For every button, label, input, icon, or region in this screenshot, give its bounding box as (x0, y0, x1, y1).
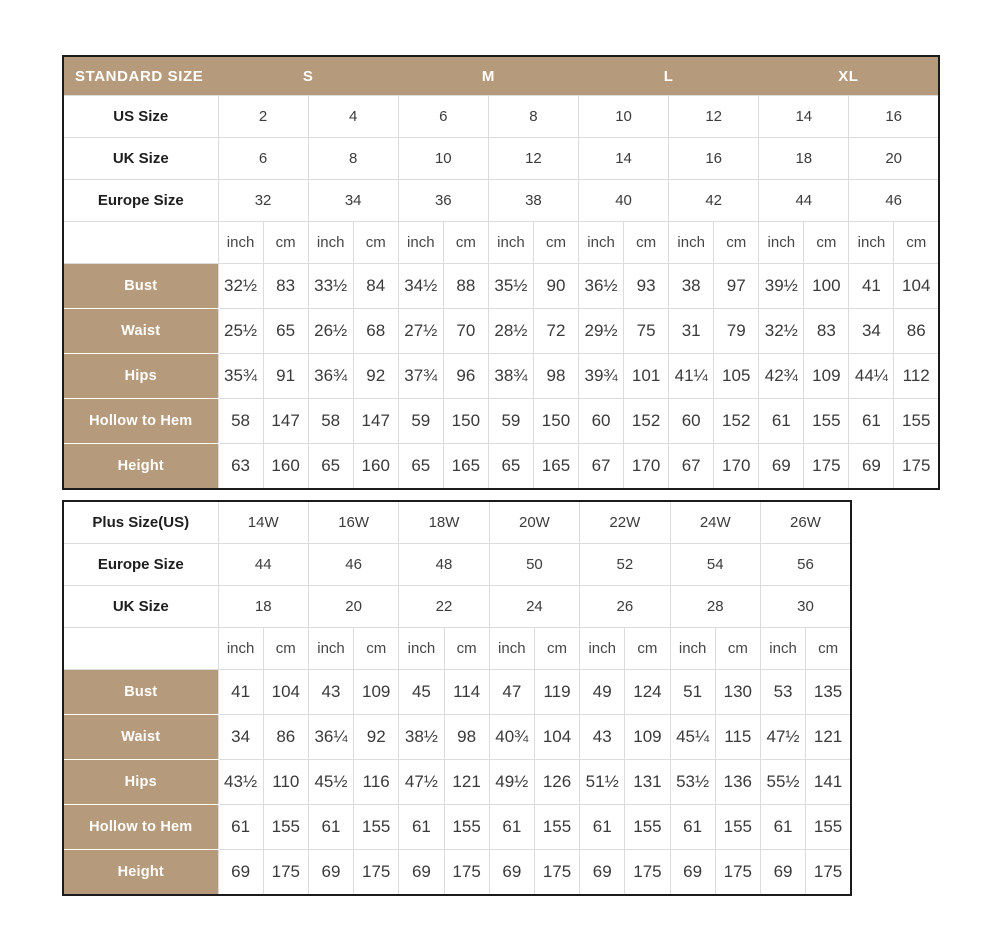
measurement-value-cell: 86 (263, 715, 308, 760)
size-group-header: XL (759, 56, 939, 96)
measurement-row (63, 444, 939, 490)
measurement-value-cell: 36½ (579, 264, 624, 309)
size-value-cell: 46 (308, 544, 398, 586)
measurement-value-cell: 155 (534, 805, 579, 850)
measurement-value-cell: 26½ (308, 309, 353, 354)
size-value-cell: 28 (670, 586, 760, 628)
measurement-value-cell: 32½ (759, 309, 804, 354)
unit-label-cell: inch (760, 628, 805, 670)
size-conversion-row (63, 501, 851, 544)
measurement-value-cell: 69 (580, 850, 625, 896)
measurement-value-cell: 63 (218, 444, 263, 490)
measurement-value-cell: 124 (625, 670, 670, 715)
size-value-cell: 48 (399, 544, 489, 586)
unit-label-cell: inch (670, 628, 715, 670)
measurement-value-cell: 109 (625, 715, 670, 760)
measurement-row (63, 354, 939, 399)
measurement-value-cell: 109 (804, 354, 849, 399)
size-value-cell: 44 (759, 180, 849, 222)
size-value-cell: 12 (669, 96, 759, 138)
measurement-value-cell: 155 (625, 805, 670, 850)
corner-cell (63, 222, 218, 264)
unit-label-cell: cm (444, 628, 489, 670)
measurement-value-cell: 155 (354, 805, 399, 850)
measurement-value-cell: 45¼ (670, 715, 715, 760)
unit-label-cell: inch (489, 628, 534, 670)
measurement-value-cell: 147 (353, 399, 398, 444)
measurement-value-cell: 31 (669, 309, 714, 354)
measurement-value-cell: 97 (714, 264, 759, 309)
size-value-cell: 24 (489, 586, 579, 628)
unit-label-cell: cm (353, 222, 398, 264)
unit-label-cell: cm (804, 222, 849, 264)
measurement-value-cell: 79 (714, 309, 759, 354)
measurement-row (63, 805, 851, 850)
measurement-value-cell: 155 (715, 805, 760, 850)
measurement-label: Hips (63, 354, 218, 399)
measurement-value-cell: 51 (670, 670, 715, 715)
measurement-value-cell: 136 (715, 760, 760, 805)
unit-label-cell: inch (849, 222, 894, 264)
size-value-cell: 20W (489, 501, 579, 544)
measurement-value-cell: 61 (580, 805, 625, 850)
measurement-value-cell: 69 (308, 850, 353, 896)
measurement-value-cell: 88 (443, 264, 488, 309)
measurement-value-cell: 84 (353, 264, 398, 309)
unit-label-cell: cm (533, 222, 578, 264)
measurement-value-cell: 93 (624, 264, 669, 309)
measurement-value-cell: 36¼ (308, 715, 353, 760)
measurement-label: Waist (63, 715, 218, 760)
measurement-value-cell: 34½ (398, 264, 443, 309)
measurement-value-cell: 86 (894, 309, 939, 354)
size-value-cell: 22 (399, 586, 489, 628)
measurement-value-cell: 175 (894, 444, 939, 490)
measurement-value-cell: 98 (444, 715, 489, 760)
measurement-value-cell: 28½ (488, 309, 533, 354)
measurement-value-cell: 112 (894, 354, 939, 399)
measurement-label: Hollow to Hem (63, 805, 218, 850)
measurement-value-cell: 69 (760, 850, 805, 896)
unit-label-cell: cm (894, 222, 939, 264)
measurement-value-cell: 141 (806, 760, 851, 805)
measurement-value-cell: 175 (534, 850, 579, 896)
measurement-value-cell: 175 (354, 850, 399, 896)
measurement-value-cell: 165 (533, 444, 578, 490)
size-value-cell: 10 (398, 138, 488, 180)
measurement-value-cell: 65 (263, 309, 308, 354)
measurement-value-cell: 69 (670, 850, 715, 896)
size-value-cell: 34 (308, 180, 398, 222)
measurement-row (63, 670, 851, 715)
measurement-value-cell: 53½ (670, 760, 715, 805)
measurement-value-cell: 115 (715, 715, 760, 760)
size-value-cell: 8 (308, 138, 398, 180)
measurement-row (63, 715, 851, 760)
measurement-value-cell: 43 (308, 670, 353, 715)
measurement-value-cell: 69 (759, 444, 804, 490)
measurement-value-cell: 25½ (218, 309, 263, 354)
size-value-cell: 12 (488, 138, 578, 180)
unit-label-cell: cm (624, 222, 669, 264)
measurement-value-cell: 175 (715, 850, 760, 896)
measurement-value-cell: 105 (714, 354, 759, 399)
size-value-cell: 10 (579, 96, 669, 138)
measurement-value-cell: 38½ (399, 715, 444, 760)
measurement-value-cell: 65 (308, 444, 353, 490)
measurement-value-cell: 43½ (218, 760, 263, 805)
measurement-value-cell: 34 (218, 715, 263, 760)
measurement-value-cell: 61 (670, 805, 715, 850)
measurement-value-cell: 36¾ (308, 354, 353, 399)
measurement-value-cell: 75 (624, 309, 669, 354)
measurement-label: Waist (63, 309, 218, 354)
unit-label-cell: cm (263, 222, 308, 264)
measurement-value-cell: 59 (398, 399, 443, 444)
unit-label-cell: inch (579, 222, 624, 264)
measurement-value-cell: 69 (399, 850, 444, 896)
row-label: Plus Size(US) (63, 501, 218, 544)
size-value-cell: 14 (759, 96, 849, 138)
measurement-value-cell: 155 (894, 399, 939, 444)
measurement-value-cell: 131 (625, 760, 670, 805)
measurement-value-cell: 34 (849, 309, 894, 354)
measurement-label: Bust (63, 670, 218, 715)
size-value-cell: 52 (580, 544, 670, 586)
measurement-value-cell: 150 (533, 399, 578, 444)
measurement-value-cell: 61 (849, 399, 894, 444)
size-value-cell: 56 (760, 544, 851, 586)
size-group-header: L (579, 56, 759, 96)
measurement-value-cell: 60 (669, 399, 714, 444)
measurement-value-cell: 92 (354, 715, 399, 760)
size-value-cell: 6 (398, 96, 488, 138)
size-value-cell: 4 (308, 96, 398, 138)
measurement-value-cell: 98 (533, 354, 578, 399)
unit-header-row (63, 222, 939, 264)
measurement-value-cell: 150 (443, 399, 488, 444)
measurement-value-cell: 38 (669, 264, 714, 309)
measurement-value-cell: 39¾ (579, 354, 624, 399)
measurement-value-cell: 33½ (308, 264, 353, 309)
size-value-cell: 24W (670, 501, 760, 544)
measurement-value-cell: 65 (398, 444, 443, 490)
size-value-cell: 50 (489, 544, 579, 586)
unit-label-cell: cm (714, 222, 759, 264)
measurement-row (63, 309, 939, 354)
measurement-value-cell: 147 (263, 399, 308, 444)
measurement-value-cell: 104 (263, 670, 308, 715)
measurement-value-cell: 65 (488, 444, 533, 490)
unit-label-cell: inch (218, 222, 263, 264)
size-value-cell: 46 (849, 180, 939, 222)
measurement-value-cell: 114 (444, 670, 489, 715)
measurement-value-cell: 29½ (579, 309, 624, 354)
size-value-cell: 32 (218, 180, 308, 222)
measurement-value-cell: 72 (533, 309, 578, 354)
measurement-value-cell: 51½ (580, 760, 625, 805)
measurement-value-cell: 68 (353, 309, 398, 354)
size-value-cell: 16 (849, 96, 939, 138)
measurement-value-cell: 175 (263, 850, 308, 896)
measurement-value-cell: 41 (849, 264, 894, 309)
size-value-cell: 26W (760, 501, 851, 544)
measurement-value-cell: 170 (714, 444, 759, 490)
row-label: US Size (63, 96, 218, 138)
size-value-cell: 38 (488, 180, 578, 222)
measurement-value-cell: 67 (669, 444, 714, 490)
measurement-value-cell: 37¾ (398, 354, 443, 399)
measurement-value-cell: 55½ (760, 760, 805, 805)
measurement-value-cell: 35½ (488, 264, 533, 309)
size-value-cell: 30 (760, 586, 851, 628)
measurement-value-cell: 175 (804, 444, 849, 490)
measurement-value-cell: 119 (534, 670, 579, 715)
size-conversion-row (63, 544, 851, 586)
measurement-value-cell: 116 (354, 760, 399, 805)
size-value-cell: 2 (218, 96, 308, 138)
measurement-label: Bust (63, 264, 218, 309)
measurement-value-cell: 44¼ (849, 354, 894, 399)
measurement-value-cell: 38¾ (488, 354, 533, 399)
measurement-value-cell: 90 (533, 264, 578, 309)
unit-header-row (63, 628, 851, 670)
size-value-cell: 20 (849, 138, 939, 180)
measurement-label: Hips (63, 760, 218, 805)
measurement-value-cell: 100 (804, 264, 849, 309)
measurement-value-cell: 175 (444, 850, 489, 896)
measurement-value-cell: 135 (806, 670, 851, 715)
unit-label-cell: cm (806, 628, 851, 670)
size-value-cell: 18W (399, 501, 489, 544)
measurement-value-cell: 27½ (398, 309, 443, 354)
band-title: STANDARD SIZE (63, 56, 218, 96)
standard-size-table (62, 55, 940, 490)
size-value-cell: 16W (308, 501, 398, 544)
measurement-value-cell: 152 (714, 399, 759, 444)
measurement-value-cell: 42¾ (759, 354, 804, 399)
measurement-value-cell: 83 (263, 264, 308, 309)
size-conversion-row (63, 180, 939, 222)
measurement-label: Height (63, 850, 218, 896)
measurement-label: Hollow to Hem (63, 399, 218, 444)
measurement-value-cell: 96 (443, 354, 488, 399)
measurement-value-cell: 45½ (308, 760, 353, 805)
measurement-value-cell: 53 (760, 670, 805, 715)
measurement-value-cell: 155 (263, 805, 308, 850)
measurement-row (63, 760, 851, 805)
measurement-value-cell: 43 (580, 715, 625, 760)
measurement-value-cell: 152 (624, 399, 669, 444)
measurement-value-cell: 61 (760, 805, 805, 850)
measurement-value-cell: 130 (715, 670, 760, 715)
row-label: Europe Size (63, 180, 218, 222)
row-label: Europe Size (63, 544, 218, 586)
measurement-value-cell: 49½ (489, 760, 534, 805)
unit-label-cell: inch (669, 222, 714, 264)
size-value-cell: 14 (579, 138, 669, 180)
unit-label-cell: cm (354, 628, 399, 670)
unit-label-cell: cm (715, 628, 760, 670)
size-value-cell: 8 (488, 96, 578, 138)
row-label: UK Size (63, 586, 218, 628)
measurement-value-cell: 47½ (760, 715, 805, 760)
corner-cell (63, 628, 218, 670)
size-value-cell: 22W (580, 501, 670, 544)
measurement-value-cell: 83 (804, 309, 849, 354)
size-group-header: M (398, 56, 578, 96)
size-value-cell: 16 (669, 138, 759, 180)
size-conversion-row (63, 586, 851, 628)
measurement-value-cell: 67 (579, 444, 624, 490)
measurement-value-cell: 60 (579, 399, 624, 444)
size-value-cell: 14W (218, 501, 308, 544)
row-label: UK Size (63, 138, 218, 180)
size-value-cell: 20 (308, 586, 398, 628)
measurement-value-cell: 47½ (399, 760, 444, 805)
unit-label-cell: cm (263, 628, 308, 670)
unit-label-cell: inch (398, 222, 443, 264)
measurement-value-cell: 121 (444, 760, 489, 805)
measurement-value-cell: 41¼ (669, 354, 714, 399)
unit-label-cell: cm (443, 222, 488, 264)
measurement-value-cell: 58 (308, 399, 353, 444)
unit-label-cell: inch (399, 628, 444, 670)
size-value-cell: 40 (579, 180, 669, 222)
plus-size-table (62, 500, 852, 896)
measurement-value-cell: 155 (804, 399, 849, 444)
measurement-value-cell: 61 (308, 805, 353, 850)
unit-label-cell: cm (625, 628, 670, 670)
measurement-value-cell: 61 (399, 805, 444, 850)
measurement-value-cell: 35¾ (218, 354, 263, 399)
size-value-cell: 18 (759, 138, 849, 180)
size-group-header: S (218, 56, 398, 96)
measurement-value-cell: 175 (625, 850, 670, 896)
size-value-cell: 18 (218, 586, 308, 628)
measurement-value-cell: 49 (580, 670, 625, 715)
measurement-value-cell: 45 (399, 670, 444, 715)
size-conversion-row (63, 96, 939, 138)
measurement-value-cell: 165 (443, 444, 488, 490)
measurement-value-cell: 41 (218, 670, 263, 715)
measurement-value-cell: 155 (444, 805, 489, 850)
size-band-row (63, 56, 939, 96)
unit-label-cell: inch (488, 222, 533, 264)
measurement-value-cell: 101 (624, 354, 669, 399)
measurement-value-cell: 61 (218, 805, 263, 850)
unit-label-cell: inch (759, 222, 804, 264)
unit-label-cell: inch (308, 222, 353, 264)
measurement-value-cell: 175 (806, 850, 851, 896)
measurement-value-cell: 61 (489, 805, 534, 850)
unit-label-cell: inch (218, 628, 263, 670)
measurement-label: Height (63, 444, 218, 490)
measurement-row (63, 264, 939, 309)
measurement-value-cell: 47 (489, 670, 534, 715)
measurement-value-cell: 110 (263, 760, 308, 805)
measurement-value-cell: 91 (263, 354, 308, 399)
measurement-value-cell: 92 (353, 354, 398, 399)
measurement-value-cell: 160 (353, 444, 398, 490)
size-value-cell: 26 (580, 586, 670, 628)
measurement-value-cell: 104 (534, 715, 579, 760)
measurement-value-cell: 170 (624, 444, 669, 490)
size-value-cell: 54 (670, 544, 760, 586)
measurement-value-cell: 121 (806, 715, 851, 760)
measurement-value-cell: 160 (263, 444, 308, 490)
measurement-value-cell: 126 (534, 760, 579, 805)
measurement-value-cell: 69 (489, 850, 534, 896)
measurement-value-cell: 69 (218, 850, 263, 896)
size-value-cell: 36 (398, 180, 488, 222)
measurement-value-cell: 61 (759, 399, 804, 444)
unit-label-cell: inch (308, 628, 353, 670)
measurement-value-cell: 39½ (759, 264, 804, 309)
size-value-cell: 44 (218, 544, 308, 586)
measurement-value-cell: 70 (443, 309, 488, 354)
measurement-value-cell: 58 (218, 399, 263, 444)
measurement-value-cell: 32½ (218, 264, 263, 309)
measurement-value-cell: 155 (806, 805, 851, 850)
size-conversion-row (63, 138, 939, 180)
unit-label-cell: cm (534, 628, 579, 670)
measurement-row (63, 850, 851, 896)
measurement-value-cell: 59 (488, 399, 533, 444)
measurement-value-cell: 109 (354, 670, 399, 715)
measurement-value-cell: 69 (849, 444, 894, 490)
measurement-value-cell: 104 (894, 264, 939, 309)
measurement-row (63, 399, 939, 444)
unit-label-cell: inch (580, 628, 625, 670)
size-value-cell: 42 (669, 180, 759, 222)
measurement-value-cell: 40¾ (489, 715, 534, 760)
size-value-cell: 6 (218, 138, 308, 180)
